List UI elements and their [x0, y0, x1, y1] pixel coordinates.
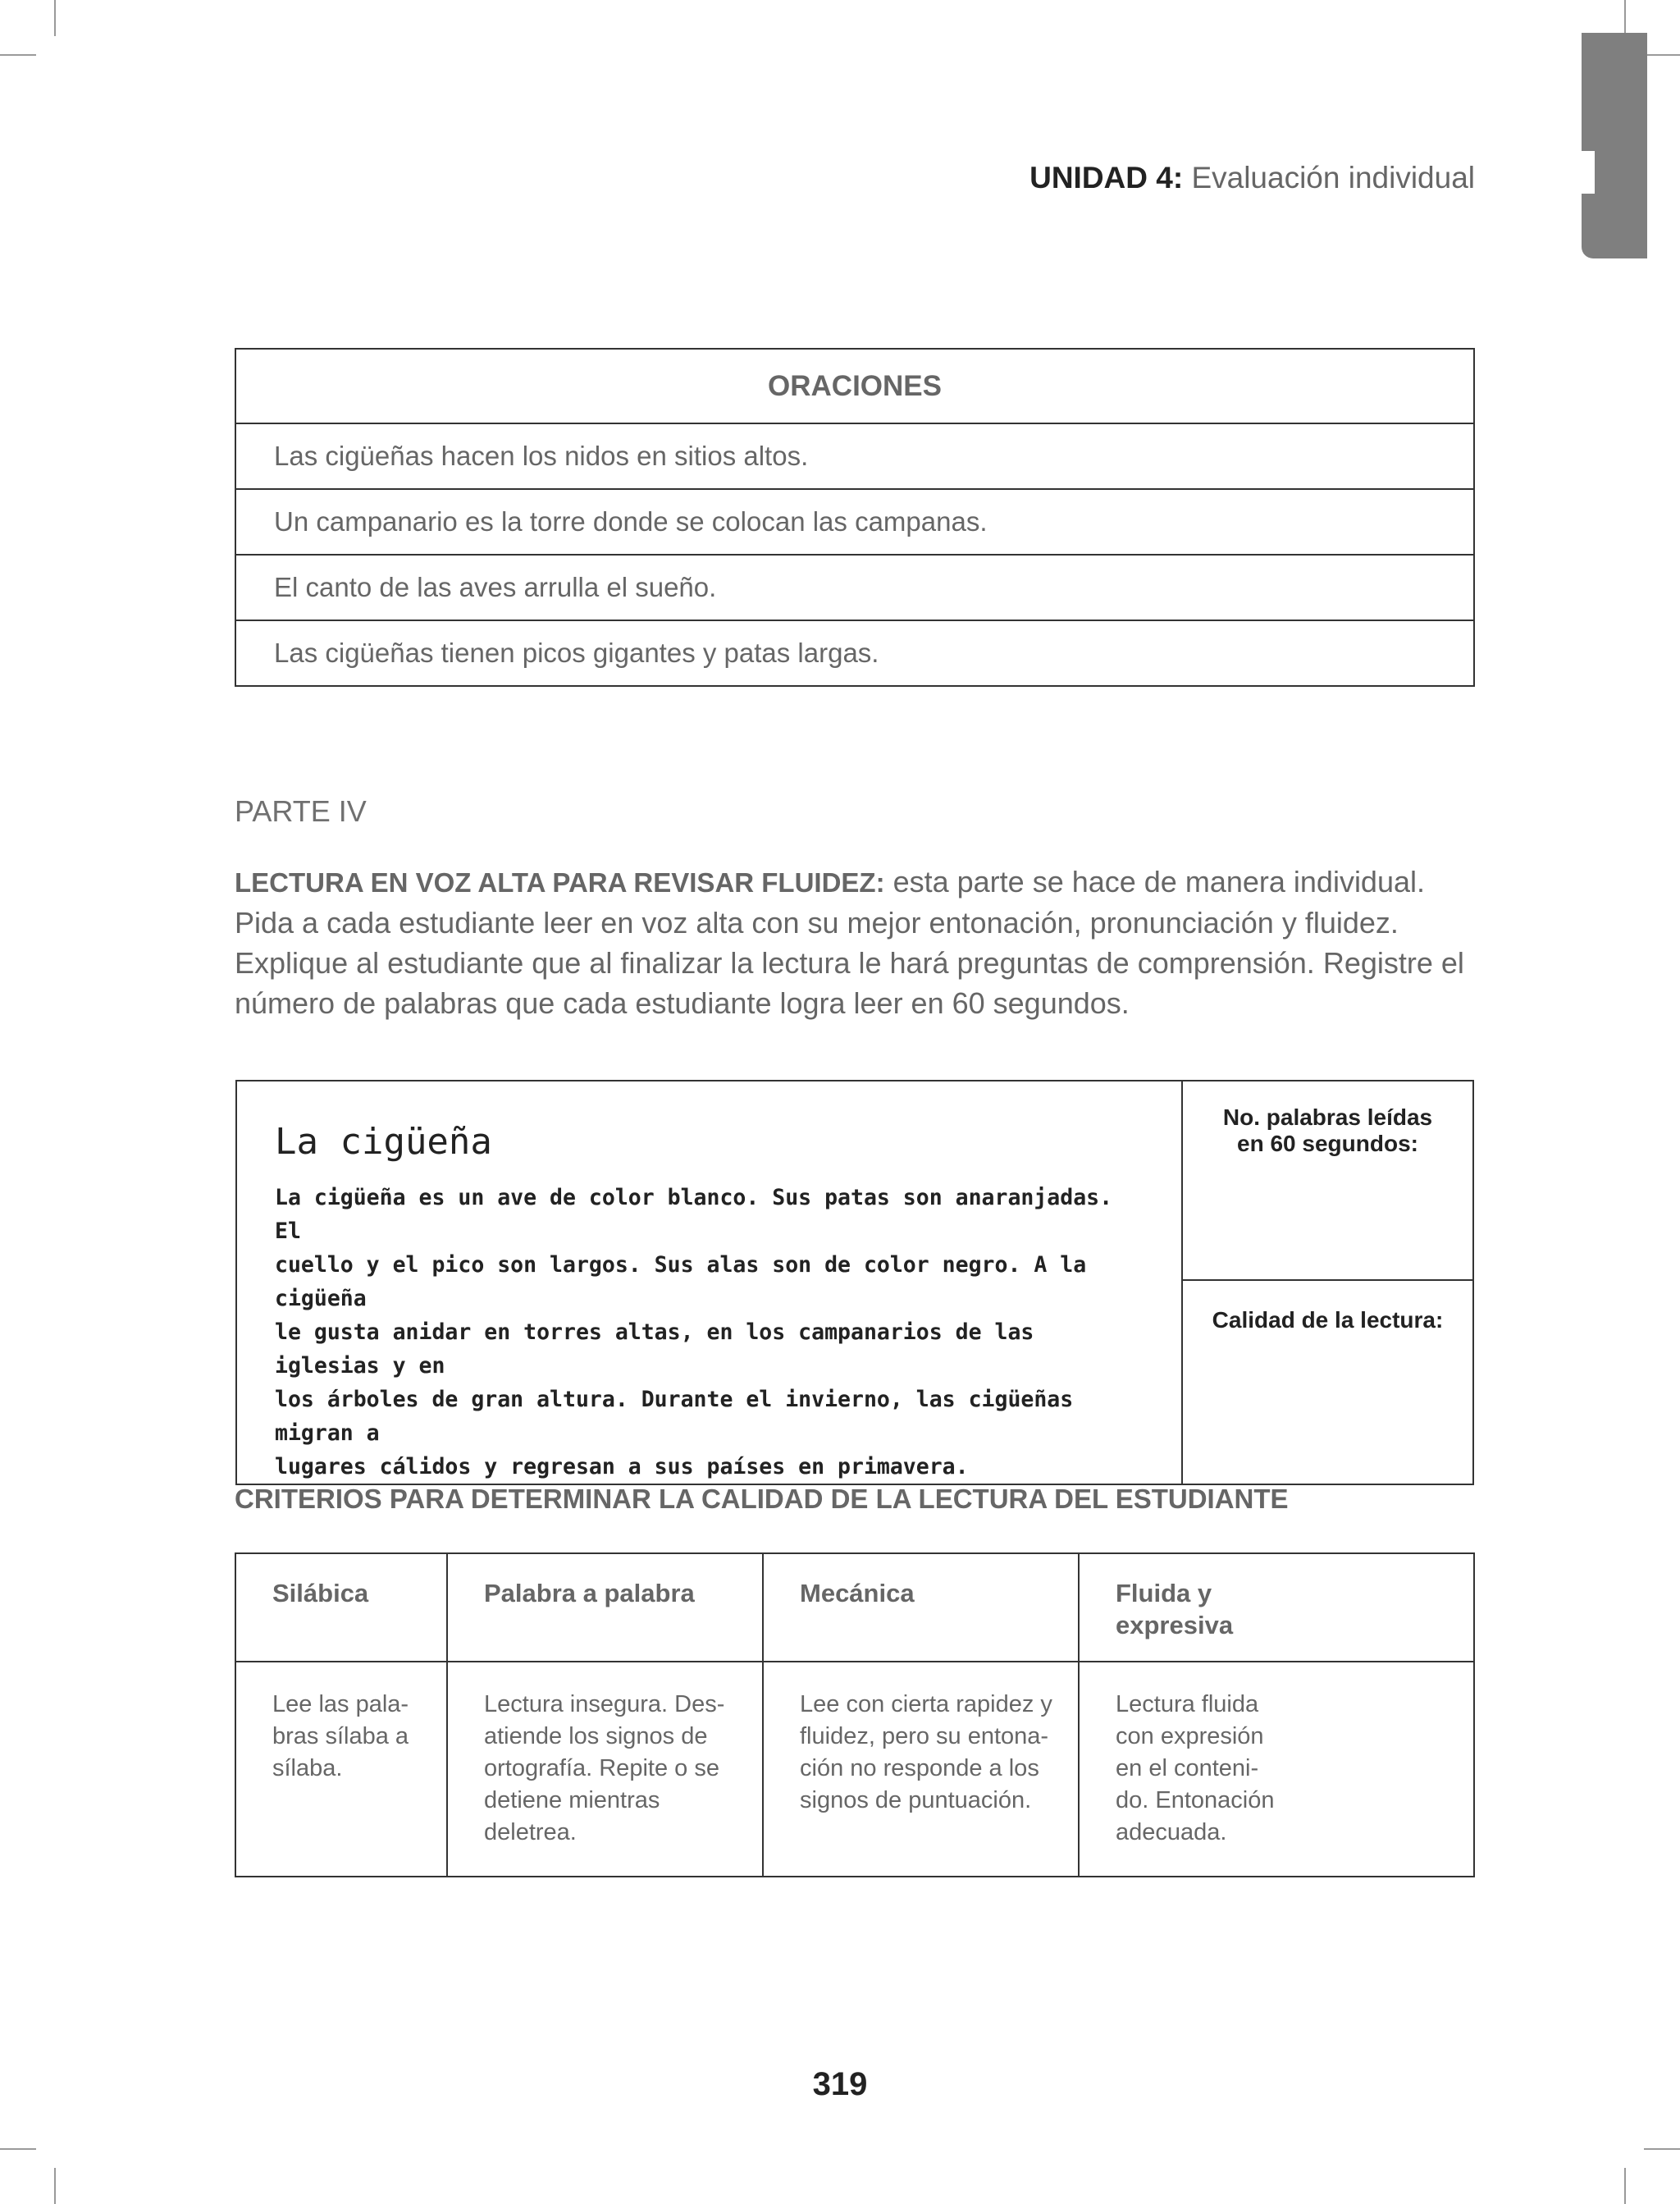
crop-mark	[1644, 54, 1680, 56]
criteria-description	[447, 1662, 763, 1877]
story-cell	[236, 1081, 1182, 1484]
criteria-line: en el conteni-	[1116, 1755, 1259, 1781]
criteria-header-line: Silábica	[272, 1579, 369, 1607]
criteria-line: fluidez, pero su entona-	[800, 1723, 1049, 1749]
story-line: le gusta anidar en torres altas, en los campanarios de las iglesias y en	[275, 1319, 1034, 1379]
criteria-line: atiende los signos de	[484, 1723, 708, 1749]
instructions-paragraph	[235, 862, 1490, 1023]
criteria-header	[763, 1553, 1079, 1662]
crop-mark	[1624, 2168, 1626, 2204]
criteria-header	[447, 1553, 763, 1662]
criteria-line: Lee las pala-	[272, 1691, 409, 1717]
oracion-row: Las cigüeñas hacen los nidos en sitios altos.	[235, 423, 1474, 489]
section-heading: PARTE IV	[235, 794, 367, 828]
oraciones-table	[235, 348, 1475, 687]
oracion-row: Las cigüeñas tienen picos gigantes y patas largas.	[235, 620, 1474, 686]
unit-title: Evaluación individual	[1191, 161, 1475, 194]
story-line: La cigüeña es un ave de color blanco. Sus patas son anaranjadas. El	[275, 1185, 1113, 1244]
criteria-line: Lectura insegura. Des-	[484, 1691, 725, 1717]
crop-mark	[54, 2168, 56, 2204]
criteria-line: signos de puntuación.	[800, 1787, 1032, 1813]
crop-mark	[1644, 2148, 1680, 2150]
crop-mark	[54, 0, 56, 36]
story-title: La cigüeña	[275, 1121, 492, 1163]
criteria-table	[235, 1552, 1475, 1877]
criteria-description	[1079, 1662, 1474, 1877]
oracion-row: El canto de las aves arrulla el sueño.	[235, 555, 1474, 620]
crop-mark	[1624, 0, 1626, 36]
reading-table	[235, 1080, 1474, 1485]
page-number: 319	[812, 2066, 868, 2102]
reading-quality-cell	[1182, 1280, 1473, 1484]
criteria-line: con expresión	[1116, 1723, 1264, 1749]
criteria-line: bras sílaba a	[272, 1723, 409, 1749]
crop-mark	[0, 54, 36, 56]
criteria-line: do. Entonación	[1116, 1787, 1275, 1813]
criteria-description	[235, 1662, 447, 1877]
criteria-header-line: Mecánica	[800, 1579, 915, 1607]
chapter-tab-marker	[1582, 33, 1647, 258]
words-read-label: No. palabras leídas	[1222, 1104, 1433, 1130]
oraciones-header: ORACIONES	[235, 349, 1474, 423]
criteria-line: detiene mientras deletrea.	[484, 1787, 660, 1845]
instructions-text: esta parte se hace de manera individual. Pida a cada estudiante leer en voz alta con su mejor entonación, pronunciación y fluidez. Explique al estudiante que al finalizar la lectura le hará preguntas de comprensión. Registre el número de palabras que cada estudiante logra leer en 60 segundos.	[235, 865, 1464, 1020]
words-read-cell	[1182, 1081, 1473, 1280]
criteria-description	[763, 1662, 1079, 1877]
criteria-header-line: Palabra a palabra	[484, 1579, 695, 1607]
criteria-line: adecuada.	[1116, 1819, 1227, 1845]
criteria-header-line: expresiva	[1116, 1611, 1234, 1639]
crop-mark	[0, 2148, 36, 2150]
page-header	[1029, 161, 1475, 195]
criteria-line: ción no responde a los	[800, 1755, 1039, 1781]
story-text	[275, 1181, 1148, 1484]
criteria-header	[235, 1553, 447, 1662]
instructions-bold: LECTURA EN VOZ ALTA PARA REVISAR FLUIDEZ:	[235, 867, 885, 898]
unit-label: UNIDAD 4:	[1029, 161, 1184, 194]
criteria-line: ortografía. Repite o se	[484, 1755, 719, 1781]
words-read-label-2: en 60 segundos:	[1237, 1131, 1418, 1156]
criteria-header	[1079, 1553, 1474, 1662]
reading-quality-label: Calidad de la lectura:	[1212, 1307, 1444, 1333]
criteria-title: CRITERIOS PARA DETERMINAR LA CALIDAD DE LA LECTURA DEL ESTUDIANTE	[235, 1484, 1289, 1514]
story-line: los árboles de gran altura. Durante el invierno, las cigüeñas migran a	[275, 1387, 1074, 1446]
criteria-line: Lee con cierta rapidez y	[800, 1691, 1052, 1717]
oracion-row: Un campanario es la torre donde se colocan las campanas.	[235, 489, 1474, 555]
chapter-tab-notch	[1582, 151, 1595, 194]
criteria-line: Lectura fluida	[1116, 1691, 1259, 1717]
criteria-header-line: Fluida y	[1116, 1579, 1212, 1607]
criteria-line: sílaba.	[272, 1755, 343, 1781]
story-line: lugares cálidos y regresan a sus países en primavera.	[275, 1454, 969, 1479]
story-line: cuello y el pico son largos. Sus alas son de color negro. A la cigüeña	[275, 1252, 1087, 1311]
